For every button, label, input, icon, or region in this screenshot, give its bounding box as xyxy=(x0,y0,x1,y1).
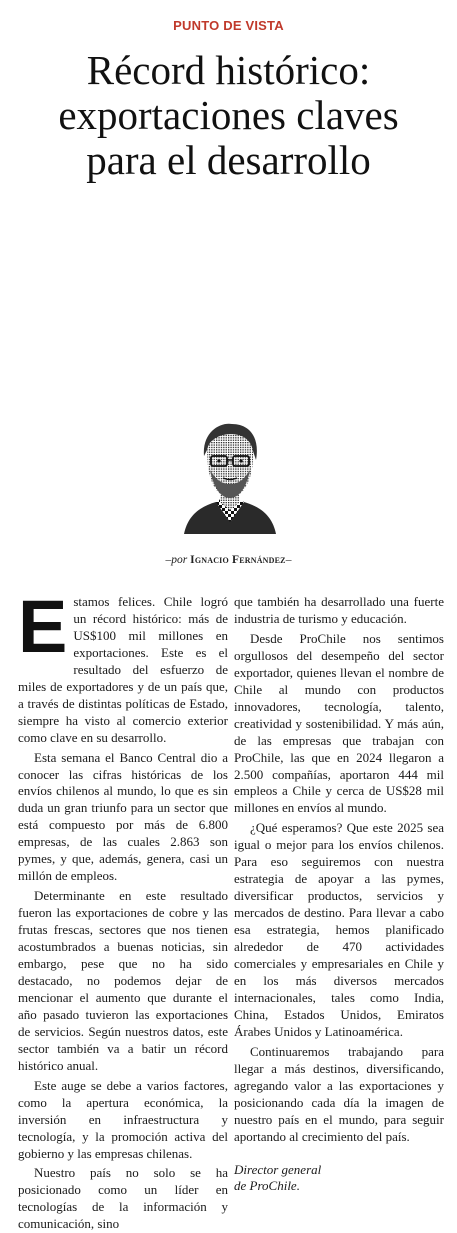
author-portrait xyxy=(180,418,280,534)
headline-line-2: exportaciones claves xyxy=(58,92,399,138)
article-paragraph: Continuaremos trabajando para llegar a más destinos, diversificando, agregando valor a las exportaciones y posicionando cada día la imagen de nuestro país en el mundo, para seguir aportando al crecimiento del país. xyxy=(234,1043,444,1144)
author-signoff xyxy=(234,1162,444,1196)
article-column-left xyxy=(18,585,228,1233)
article-headline xyxy=(8,48,449,183)
byline-prefix: –por xyxy=(165,554,188,566)
article-paragraph xyxy=(18,585,228,747)
author-name: Ignacio Fernández xyxy=(190,554,286,566)
byline-suffix: – xyxy=(285,554,292,566)
author-byline xyxy=(0,554,457,566)
paragraph-text: stamos felices. Chile logró un récord histórico: más de US$100 mil millones en exportaciones. Este es el resultado del esfuerzo de miles de exportadores y de un país que, a través de distintas políticas de Estado, siempre ha visto al comercio exterior como clave en su desarrollo. xyxy=(18,594,228,745)
section-kicker: PUNTO DE VISTA xyxy=(173,18,284,33)
drop-cap: E xyxy=(18,585,68,668)
article-paragraph: Este auge se debe a varios factores, como la apertura económica, la inversión en infraestructura y tecnología, y la promoción activa del gobierno y las empresas chilenas. xyxy=(18,1077,228,1161)
article-paragraph: Determinante en este resultado fueron las exportaciones de cobre y las frutas frescas, sectores que nos tienen acostumbrados a buenas noticias, sin embargo, pese que no ha sido destacado, no podemos dejar de mencionar el aumento que durante el año pasado tuvieron las exportaciones de servicios. Según nuestros datos, este sector también va a batir un récord histórico anual. xyxy=(18,888,228,1073)
article-paragraph: Nuestro país no solo se ha posicionado como un líder en tecnologías de la información y comunicación, sino xyxy=(18,1165,228,1232)
article-paragraph: ¿Qué esperamos? Que este 2025 sea igual o mejor para los envíos chilenos. Para eso seguiremos con nuestra estrategia de apoyar a las pymes, diversificar productos, servicios y mercados de destino. Para llevar a cabo esa estrategia, hemos planificado alrededor de 470 actividades comerciales y empresariales en Chile y en los más diversos mercados internacionales, tales como India, China, Estados Unidos, Emiratos Árabes Unidos y Latinoamérica. xyxy=(234,820,444,1039)
article-paragraph: Esta semana el Banco Central dio a conocer las cifras históricas de los envíos chilenos al mundo, lo que es sin duda un gran triunfo para un sector que está compuesto por más de 6.800 empresas, de las cuales 2.863 son pymes, y que, además, genera, casi un millón de empleos. xyxy=(18,749,228,884)
headline-line-1: Récord histórico: xyxy=(86,47,371,93)
article-column-right xyxy=(234,594,444,1195)
signoff-title: Director general xyxy=(234,1161,322,1177)
article-paragraph: Desde ProChile nos sentimos orgullosos del desempeño del sector exportador, quienes llevan el nombre de Chile al mundo con productos innovadores, tecnología, talento, creatividad y sostenibilidad. Y más aún, de las empresas que trabajan con ProChile, las que en 2024 llegaron a 2.500 compañías, aportaron 444 mil empleos a Chile y cerca de US$28 mil millones en envíos al mundo. xyxy=(234,630,444,816)
article-paragraph-continued: que también ha desarrollado una fuerte industria de turismo y educación. xyxy=(234,594,444,626)
headline-line-3: para el desarrollo xyxy=(86,137,371,183)
signoff-organization: de ProChile. xyxy=(234,1178,300,1194)
